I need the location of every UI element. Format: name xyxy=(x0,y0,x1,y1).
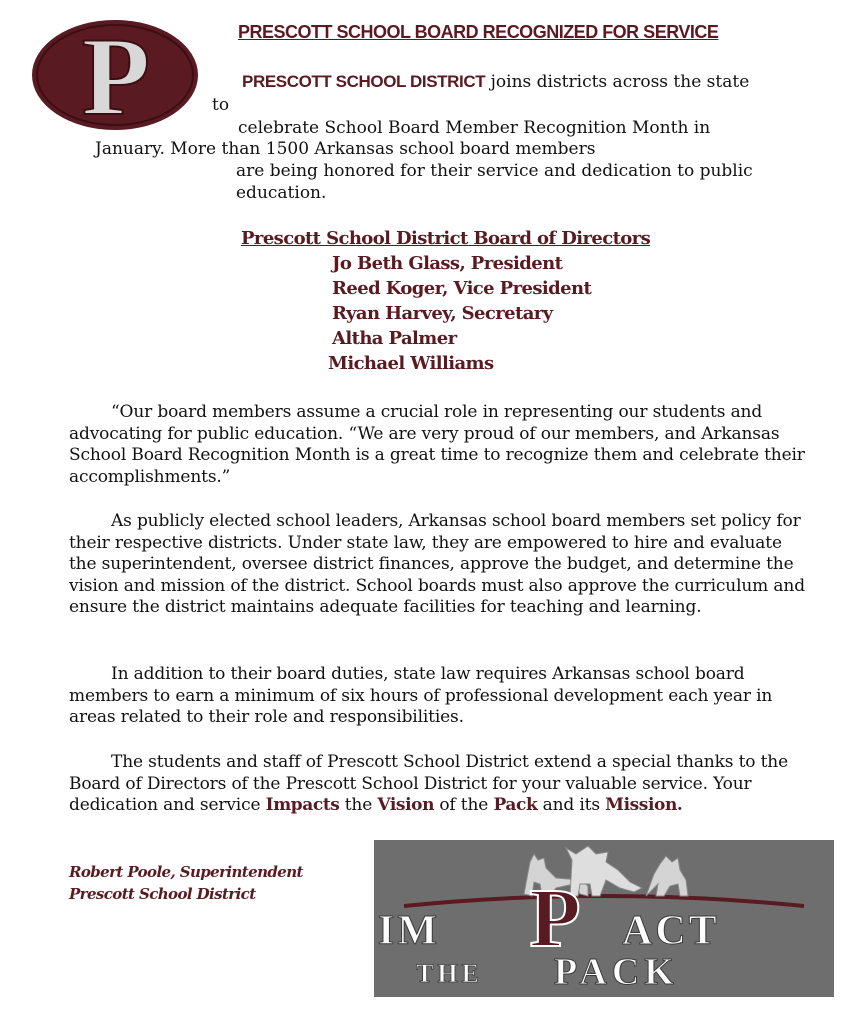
thanks-text-d: and its xyxy=(537,795,606,816)
paragraph-duties: As publicly elected school leaders, Arkansas school board members set policy for their respective districts. Under state law, they are empowered to hire and evaluate the superintendent, oversee district finances, approve the budget, and determine the vision and mission of the district. School boards must also approve the curriculum and ensure the district maintains adequate facilities for teaching and learning. xyxy=(69,511,805,618)
board-member: Reed Koger, Vice President xyxy=(332,278,592,299)
thanks-text-b: the xyxy=(339,795,378,816)
intro-line-4: January. More than 1500 Arkansas school board members xyxy=(95,139,596,159)
banner-word-the: THE xyxy=(416,959,483,988)
logo-letter: P xyxy=(81,18,151,132)
word-vision: Vision xyxy=(377,795,435,816)
intro-line-5: are being honored for their service and dedication to public xyxy=(236,161,753,181)
intro-line-6: education. xyxy=(236,183,327,203)
intro-line-3: celebrate School Board Member Recognition Month in xyxy=(238,118,711,138)
paragraph-quote: “Our board members assume a crucial role in representing our students and advocating for public education. “We are very proud of our members, and Arkansas School Board Recognition Month is a great time to recognize them and celebrate their accomplishments.” xyxy=(69,402,805,487)
banner-word-pack: PACK xyxy=(554,951,679,993)
banner-word-act: ACT xyxy=(622,908,720,954)
board-member: Ryan Harvey, Secretary xyxy=(332,303,553,324)
word-pack: Pack xyxy=(493,795,538,816)
impact-the-pack-banner xyxy=(374,840,834,997)
intro-line-2: to xyxy=(212,95,230,115)
intro-line-1 xyxy=(242,71,749,93)
headline: PRESCOTT SCHOOL BOARD RECOGNIZED FOR SERVICE xyxy=(238,22,719,42)
thanks-text-c: of the xyxy=(434,795,494,816)
board-member: Altha Palmer xyxy=(332,328,457,349)
thanks-text-a: The students and staff of Prescott School District extend a special thanks to the Board of Directors of the Prescott School District for your valuable service. Your dedication and service xyxy=(69,752,788,816)
intro-line-1-rest: joins districts across the state xyxy=(485,72,750,92)
board-member: Jo Beth Glass, President xyxy=(332,253,563,274)
signature-name: Robert Poole, Superintendent xyxy=(69,863,303,881)
word-impacts: Impacts xyxy=(265,795,340,816)
signature-district: Prescott School District xyxy=(69,885,256,903)
banner-word-im: IM xyxy=(378,908,440,954)
district-name: PRESCOTT SCHOOL DISTRICT xyxy=(242,72,486,91)
board-member: Michael Williams xyxy=(328,353,494,374)
word-mission: Mission. xyxy=(605,795,683,816)
banner-letter-p: P xyxy=(529,872,581,965)
prescott-p-logo xyxy=(30,18,200,132)
paragraph-development: In addition to their board duties, state law requires Arkansas school board members to earn a minimum of six hours of professional development each year in areas related to their role and responsibilities. xyxy=(69,664,773,728)
board-title: Prescott School District Board of Directors xyxy=(241,228,651,249)
paragraph-thanks xyxy=(69,752,809,817)
